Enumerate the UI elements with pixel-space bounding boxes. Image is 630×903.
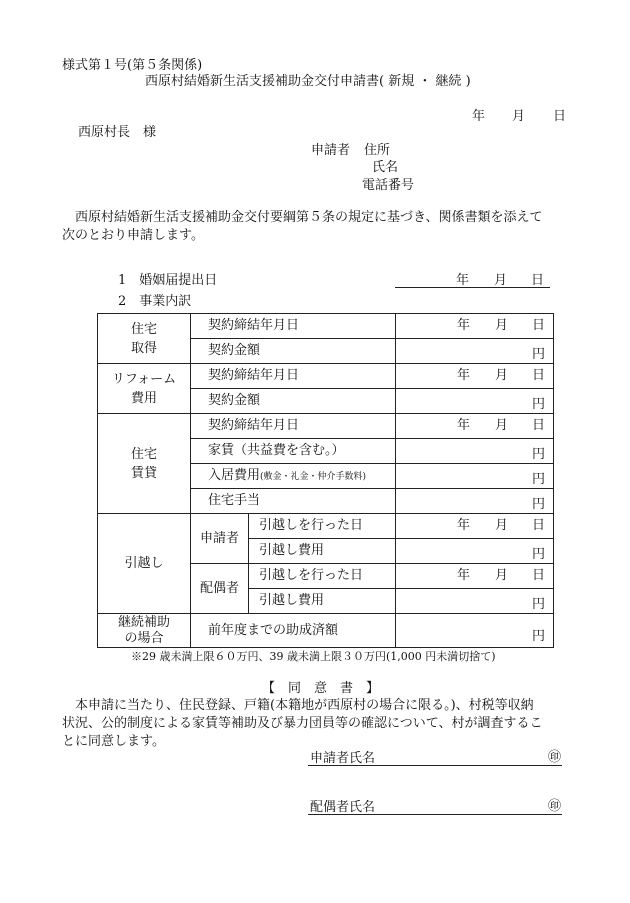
applicant-moving-date-field <box>396 514 554 539</box>
month-unit: 月 <box>494 273 508 288</box>
year-unit: 年 <box>457 518 471 533</box>
day-unit: 日 <box>532 318 546 333</box>
year-unit: 年 <box>456 273 470 288</box>
group-label-line: 費用 <box>130 390 157 406</box>
yen-unit: 円 <box>532 497 546 512</box>
spouse-moving-cost-label: 引越し費用 <box>249 589 396 614</box>
renovation-contract-date-field <box>396 364 554 389</box>
renovation-contract-amount-field <box>396 389 554 414</box>
applicant-moving-cost-field <box>396 539 554 564</box>
housing-allowance-label: 住宅手当 <box>191 489 396 514</box>
marriage-registration-date-field <box>395 274 550 288</box>
spouse-moving-cost-field <box>396 589 554 614</box>
consent-line: 本申請に当たり、住民登録、戸籍(本籍地が西原村の場合に限る。)、村税等収納 <box>62 698 534 713</box>
year-unit: 年 <box>457 368 471 383</box>
month-unit: 月 <box>495 518 509 533</box>
spouse-moving-date-label: 引越しを行った日 <box>249 564 396 589</box>
moving-group-label: 引越し <box>98 514 191 614</box>
move-in-cost-label <box>191 464 396 489</box>
yen-unit: 円 <box>532 597 546 612</box>
marriage-registration-date-label: 1 婚姻届提出日 <box>118 273 218 288</box>
applicant-label: 申請者 <box>311 143 351 158</box>
date-month-unit: 月 <box>512 109 526 124</box>
rent-label: 家賃（共益費を含む。） <box>191 439 396 464</box>
subsidy-limit-note: ※29 歳未満上限６０万円、39 歳未満上限３０万円(1,000 円未満切捨て) <box>131 650 496 663</box>
table-row <box>98 414 554 439</box>
table-row <box>98 514 554 539</box>
name-label: 氏名 <box>372 160 399 175</box>
group-label-line: リフォーム <box>111 371 177 387</box>
consent-line: とに同意します。 <box>62 734 165 749</box>
address-label: 住所 <box>364 143 391 158</box>
year-unit: 年 <box>457 318 471 333</box>
renovation-contract-date-label: 契約締結年月日 <box>191 364 396 389</box>
yen-unit: 円 <box>532 472 546 487</box>
intro-line: 次のとおり申請します。 <box>62 228 204 243</box>
rent-field <box>396 439 554 464</box>
date-year-unit: 年 <box>472 109 486 124</box>
spouse-moving-date-field <box>396 564 554 589</box>
prior-subsidy-field <box>396 614 554 648</box>
day-unit: 日 <box>532 368 546 383</box>
yen-unit: 円 <box>532 397 546 412</box>
renovation-group-label <box>98 364 191 414</box>
prior-subsidy-label: 前年度までの助成済額 <box>191 614 396 648</box>
purchase-contract-date-label: 契約締結年月日 <box>191 314 396 339</box>
rental-contract-date-field <box>396 414 554 439</box>
seal-icon: ㊞ <box>548 750 562 765</box>
table-row <box>98 364 554 389</box>
yen-unit: 円 <box>532 547 546 562</box>
table-row <box>98 314 554 339</box>
spouse-name-label: 配偶者氏名 <box>310 800 376 815</box>
move-in-cost-note: (敷金・礼金・仲介手数料) <box>260 471 367 482</box>
yen-unit: 円 <box>532 347 546 362</box>
addressee: 西原村長 様 <box>78 125 157 140</box>
form-title: 西原村結婚新生活支援補助金交付申請書( 新規 ・ 継続 ) <box>145 74 471 89</box>
table-row <box>98 614 554 648</box>
month-unit: 月 <box>495 418 509 433</box>
housing-purchase-group-label <box>98 314 191 364</box>
moving-spouse-label: 配偶者 <box>191 564 249 614</box>
project-breakdown-label: 2 事業内訳 <box>118 294 192 309</box>
moving-applicant-label: 申請者 <box>191 514 249 564</box>
month-unit: 月 <box>495 568 509 583</box>
housing-rental-group-label <box>98 414 191 514</box>
day-unit: 日 <box>531 273 545 288</box>
group-label-line: 賃貸 <box>130 465 157 481</box>
date-day-unit: 日 <box>553 109 567 124</box>
applicant-name-label: 申請者氏名 <box>310 751 376 766</box>
day-unit: 日 <box>532 518 546 533</box>
group-label-line: 取得 <box>130 340 157 356</box>
rental-contract-date-label: 契約締結年月日 <box>191 414 396 439</box>
year-unit: 年 <box>457 418 471 433</box>
consent-line: 状況、公的制度による家賃等補助及び暴力団員等の確認について、村が調査するこ <box>62 716 543 731</box>
purchase-contract-amount-field <box>396 339 554 364</box>
phone-label: 電話番号 <box>362 178 415 193</box>
applicant-moving-cost-label: 引越し費用 <box>249 539 396 564</box>
month-unit: 月 <box>495 318 509 333</box>
day-unit: 日 <box>532 418 546 433</box>
group-label-line: 住宅 <box>130 446 157 462</box>
intro-line: 西原村結婚新生活支援補助金交付要綱第５条の規定に基づき、関係書類を添えて <box>62 210 543 225</box>
breakdown-table <box>97 313 554 648</box>
purchase-contract-date-field <box>396 314 554 339</box>
form-number: 様式第１号(第５条関係) <box>62 58 203 73</box>
year-unit: 年 <box>457 568 471 583</box>
housing-allowance-field <box>396 489 554 514</box>
group-label-line: の場合 <box>124 630 164 646</box>
continuation-group-label <box>98 614 191 648</box>
purchase-contract-amount-label: 契約金額 <box>191 339 396 364</box>
month-unit: 月 <box>495 368 509 383</box>
day-unit: 日 <box>532 568 546 583</box>
applicant-moving-date-label: 引越しを行った日 <box>249 514 396 539</box>
group-label-line: 継続補助 <box>117 614 170 630</box>
move-in-cost-field <box>396 464 554 489</box>
yen-unit: 円 <box>532 447 546 462</box>
renovation-contract-amount-label: 契約金額 <box>191 389 396 414</box>
consent-heading: 【 同 意 書 】 <box>262 681 380 696</box>
yen-unit: 円 <box>532 629 546 644</box>
move-in-cost-text: 入居費用 <box>208 467 261 483</box>
group-label-line: 住宅 <box>130 321 157 337</box>
seal-icon: ㊞ <box>548 799 562 814</box>
